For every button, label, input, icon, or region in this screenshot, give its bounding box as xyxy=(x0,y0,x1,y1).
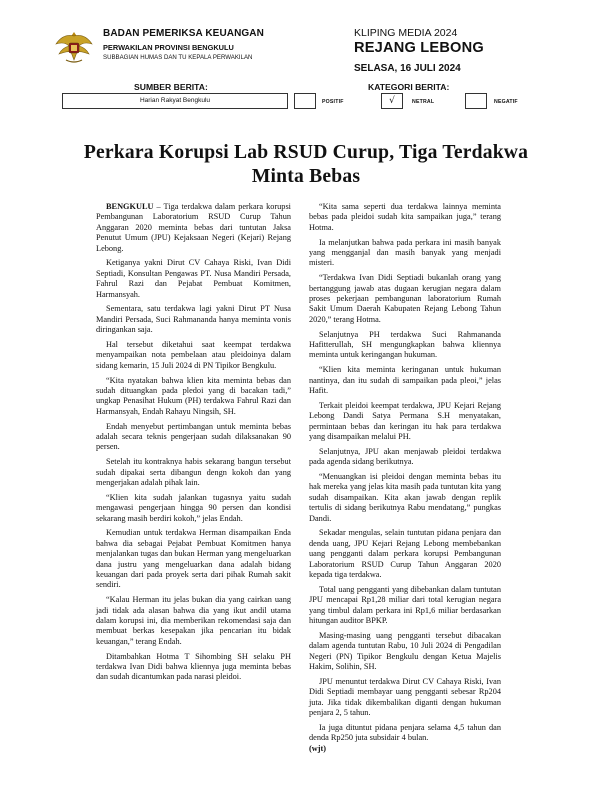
article-paragraph: Selanjutnya, JPU akan menjawab pleidoi terdakwa pada agenda sidang berikutnya. xyxy=(309,446,501,467)
article-column-right xyxy=(309,202,501,758)
article-paragraph: Ia melanjutkan bahwa pada perkara ini masih banyak yang mengganjal dan masih banyak yang menjadi misteri. xyxy=(309,237,501,268)
article-paragraph: Ditambahkan Hotma T Sihombing SH selaku PH terdakwa Ivan Didi bahwa kliennya juga meminta bebas dan sudah dicantumkan pada narasi pleidoi. xyxy=(96,651,291,682)
kliping-label: KLIPING MEDIA 2024 xyxy=(354,27,458,39)
article-paragraph: “Menuangkan isi pleidoi dengan meminta bebas itu hak mereka yang jelas kita masih pada tuntutan kita yang sudah disampaikan. Kita akan jawab dengan replik tertulis di sidang berikutnya Rabu mendatang,” pungkas Dandi. xyxy=(309,471,501,523)
garuda-emblem-icon xyxy=(54,26,94,66)
article-paragraph: Total uang pengganti yang dibebankan dalam tuntutan JPU mencapai Rp1,28 miliar dari total kerugian negara yang timbul dalam perkara ini Rp1,6 miliar berdasarkan hitungan auditor BPKP. xyxy=(309,584,501,625)
neutral-label: NETRAL xyxy=(412,99,435,105)
article-paragraph: Hal tersebut diketahui saat keempat terdakwa menyampaikan nota pembelaan atau pleidoinya dalam sidang kemarin, 15 Juli 2024 di PN Tipikor Bengkulu. xyxy=(96,340,291,370)
article-paragraph: “Kita sama seperti dua terdakwa lainnya meminta bebas pada pleidoi sudah kita sampaikan juga,” terang Hotma. xyxy=(309,202,501,232)
article-paragraph: Ketiganya yakni Dirut CV Cahaya Riski, Ivan Didi Septiadi, Konsultan Pengawas PT. Nusa Mandiri Persada, Fahrul Razi dan Pejabat Pembuat Komitmen, Harmansyah. xyxy=(96,258,291,299)
article-paragraph: “Klien kita sudah jalankan tugasnya yaitu sudah mengawasi pengerjaan hingga 90 persen dan kondisi sekarang masih berdiri kokoh,” jelas Endah. xyxy=(96,492,291,523)
article-paragraph: Selanjutnya PH terdakwa Suci Rahmananda Hafitterullah, SH mengungkapkan bahwa kliennya meminta untuk keringangan hukuman. xyxy=(309,329,501,360)
article-paragraph: Masing-masing uang pengganti tersebut dibacakan dalam agenda tuntutan Rabu, 10 Juli 2024 di Pengadilan Negeri (PN) Tipikor Bengkulu dengan Ketua Majelis Hakim, Solihin, SH. xyxy=(309,630,501,671)
positive-label: POSITIF xyxy=(322,99,344,105)
article-paragraph: “Klien kita meminta keringanan untuk hukuman nantinya, dan itu sudah di sampaikan pada pleoi,” jelas Hafit. xyxy=(309,365,501,395)
source-label: SUMBER BERITA: xyxy=(134,82,208,92)
neutral-checkbox: √ xyxy=(381,93,403,109)
region-title: REJANG LEBONG xyxy=(354,40,484,56)
category-label: KATEGORI BERITA: xyxy=(368,82,450,92)
org-sub-unit: SUBBAGIAN HUMAS DAN TU KEPALA PERWAKILAN xyxy=(103,54,253,61)
article-paragraph: JPU menuntut terdakwa Dirut CV Cahaya Riski, Ivan Didi Septiadi membayar uang pengganti sebesar Rp204 juta. Jika tidak dikembalikan diganti dengan hukuman penjara 2, 5 tahun. xyxy=(309,676,501,717)
article-paragraph: “Kita nyatakan bahwa klien kita meminta bebas dan sudah dituangkan pada pledoi yang di bacakan tadi,” ungkap Penasihat Hukum (PH) terdakwa Fahrul Razi dan Harmansyah, Endah Rahayu Ningsih, SH. xyxy=(96,375,291,416)
article-title: Perkara Korupsi Lab RSUD Curup, Tiga Terdakwa Minta Bebas xyxy=(83,142,529,187)
article-paragraph: BENGKULU – Tiga terdakwa dalam perkara korupsi Pembangunan Laboratorium RSUD Curup Tahun Anggaran 2020 meminta bebas dari tuntutan Jaksa Penutut Umum (JPU) Kejaksaan Negeri (Kejari) Rejang Lebong. xyxy=(96,202,291,253)
article-paragraph: Sementara, satu terdakwa lagi yakni Dirut PT Nusa Mandiri Persada, Suci Rahmananda hanya meminta vonis diringankan saja. xyxy=(96,304,291,335)
article-paragraph: Kemudian untuk terdakwa Herman disampaikan Enda bahwa dia sebagai Pejabat Pembuat Komitmen hanya menjalankan tugas dan bukan Herman yang mengeluarkan dana justru yang mengeluarkan dana adalah bidang keuangan dari pada proyek serta dari pihak Rumah sakit sendiri. xyxy=(96,528,291,590)
source-field: Harian Rakyat Bengkulu xyxy=(62,93,288,109)
article-column-left xyxy=(96,202,291,687)
article-paragraph: “Kalau Herman itu jelas bukan dia yang cairkan uang jadi tidak ada alasan bahwa dia yang ikut andil utama dalam korupsi ini, dia memberikan rekomendasi saja dan membuat berkas kesepakan jika pencarian itu bidak keuangan,” terang Endah. xyxy=(96,595,291,646)
article-paragraph: Sekadar mengulas, selain tuntutan pidana penjara dan denda uang, JPU Kejari Rejang Lebong membebankan uang pengganti dalam perkara korupsi Pembangunan Laboratorium RSUD Curup Tahun Anggaran 2020 kepada tiga terdakwa. xyxy=(309,528,501,579)
negative-label: NEGATIF xyxy=(494,99,518,105)
org-block xyxy=(103,28,264,61)
negative-checkbox xyxy=(465,93,487,109)
article-paragraph: Endah menyebut pertimbangan untuk meminta bebas adalah secara teknis pengerjaan sudah dilaksanakan 90 persen. xyxy=(96,421,291,452)
byline: (wjt) xyxy=(309,743,327,753)
positive-checkbox xyxy=(294,93,316,109)
article-paragraph: “Terdakwa Ivan Didi Septiadi bukanlah orang yang bertanggung jawab atas dugaan kerugian negara dalam proses pekerjaan pembangunan laboratorium Rumah Sakit Umum Daerah Kabupaten Rejang Lebong Tahun 2020,” terang Hotma. xyxy=(309,273,501,324)
article-paragraph: Ia juga dituntut pidana penjara selama 4,5 tahun dan denda Rp250 juta subsidair 4 bulan. (wjt) xyxy=(309,722,501,753)
publication-date: SELASA, 16 JULI 2024 xyxy=(354,63,461,74)
article-paragraph: Terkait pleidoi keempat terdakwa, JPU Kejari Rejang Lebong Dandi Satya Permana S.H menyatakan, permintaan bebas dan keringan itu hak para terdakwa yang disampaikan melalui PH. xyxy=(309,400,501,441)
article-paragraph: Setelah itu kontraknya habis sekarang bangun tersebut sudah dipakai serta dibangun dengn kokoh dan yang mengerjakan adalah pihak lain. xyxy=(96,457,291,487)
dateline: BENGKULU xyxy=(106,202,154,211)
org-name: BADAN PEMERIKSA KEUANGAN xyxy=(103,28,264,39)
org-sub-title: PERWAKILAN PROVINSI BENGKULU xyxy=(103,43,234,52)
